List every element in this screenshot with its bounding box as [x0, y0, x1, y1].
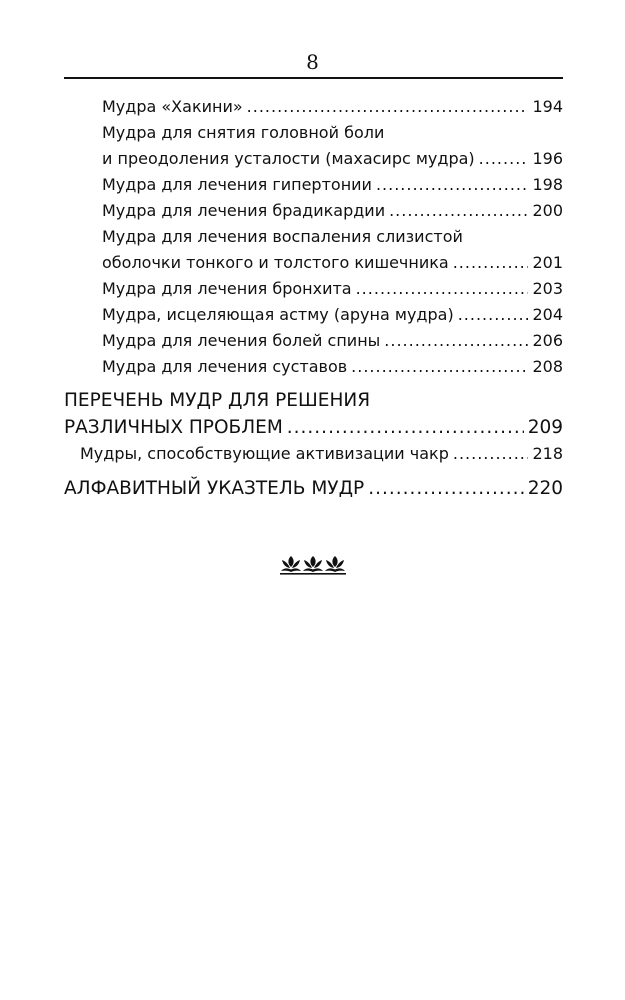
toc-entry-back-pain-mudra[interactable]: [102, 328, 563, 354]
toc-section-title: ПЕРЕЧЕНЬ МУДР ДЛЯ РЕШЕНИЯ: [64, 390, 371, 411]
toc-entry-intestine-mudra[interactable]: [102, 224, 563, 276]
toc-entry-page: 203: [532, 279, 563, 298]
page-number: 8: [306, 50, 319, 74]
toc-entry-page: 201: [532, 253, 563, 272]
toc-entry-page: 196: [532, 149, 563, 168]
toc-section-title: АЛФАВИТНЫЙ УКАЗТЕЛЬ МУДР: [64, 478, 365, 499]
toc-entry-title-continued: и преодоления усталости (махасирс мудра): [102, 149, 475, 168]
table-of-contents: [64, 94, 563, 502]
toc-section-title-continued: РАЗЛИЧНЫХ ПРОБЛЕМ: [64, 417, 283, 438]
toc-entry-chakra-mudras[interactable]: [80, 441, 563, 467]
dot-leader: [376, 172, 529, 198]
dot-leader: [351, 354, 528, 380]
toc-section-problem-list[interactable]: [64, 387, 563, 441]
toc-entry-headache-mudra[interactable]: [102, 120, 563, 172]
dot-leader: [356, 276, 529, 302]
toc-entry-title: Мудра «Хакини»: [102, 97, 243, 116]
header-rule: [64, 77, 563, 79]
dot-leader: [453, 441, 529, 467]
toc-entry-title: Мудра для лечения воспаления слизистой: [102, 227, 463, 246]
toc-entry-joints-mudra[interactable]: [102, 354, 563, 380]
dot-leader: [368, 475, 524, 502]
toc-entry-title: Мудра для снятия головной боли: [102, 123, 385, 142]
dot-leader: [287, 414, 524, 441]
decorative-ornament: [0, 553, 625, 575]
lotus-flower-icon: [280, 553, 346, 575]
toc-entry-hakini-mudra[interactable]: [102, 94, 563, 120]
toc-entry-title: Мудра для лечения брадикардии: [102, 201, 386, 220]
toc-entry-page: 209: [527, 417, 563, 438]
toc-entry-page: 208: [532, 357, 563, 376]
toc-entry-page: 206: [532, 331, 563, 350]
toc-entry-title: Мудра для лечения гипертонии: [102, 175, 372, 194]
toc-entry-asthma-mudra[interactable]: [102, 302, 563, 328]
toc-section-alphabetical-index[interactable]: [64, 475, 563, 502]
toc-entry-title: Мудра для лечения суставов: [102, 357, 348, 376]
toc-entry-bronchitis-mudra[interactable]: [102, 276, 563, 302]
toc-entry-page: 218: [532, 444, 563, 463]
toc-entry-title: Мудра для лечения болей спины: [102, 331, 381, 350]
toc-entry-page: 220: [527, 478, 563, 499]
toc-entry-page: 198: [532, 175, 563, 194]
dot-leader: [458, 302, 529, 328]
toc-entry-page: 204: [532, 305, 563, 324]
toc-entry-title-continued: оболочки тонкого и толстого кишечника: [102, 253, 449, 272]
toc-entry-title: Мудра, исцеляющая астму (аруна мудра): [102, 305, 454, 324]
toc-entry-page: 200: [532, 201, 563, 220]
toc-entry-page: 194: [532, 97, 563, 116]
dot-leader: [479, 146, 529, 172]
toc-entry-title: Мудры, способствующие активизации чакр: [80, 444, 449, 463]
dot-leader: [453, 250, 529, 276]
dot-leader: [247, 94, 529, 120]
dot-leader: [389, 198, 528, 224]
toc-entry-bradycardia-mudra[interactable]: [102, 198, 563, 224]
dot-leader: [384, 328, 528, 354]
toc-entry-title: Мудра для лечения бронхита: [102, 279, 352, 298]
toc-entry-hypertension-mudra[interactable]: [102, 172, 563, 198]
